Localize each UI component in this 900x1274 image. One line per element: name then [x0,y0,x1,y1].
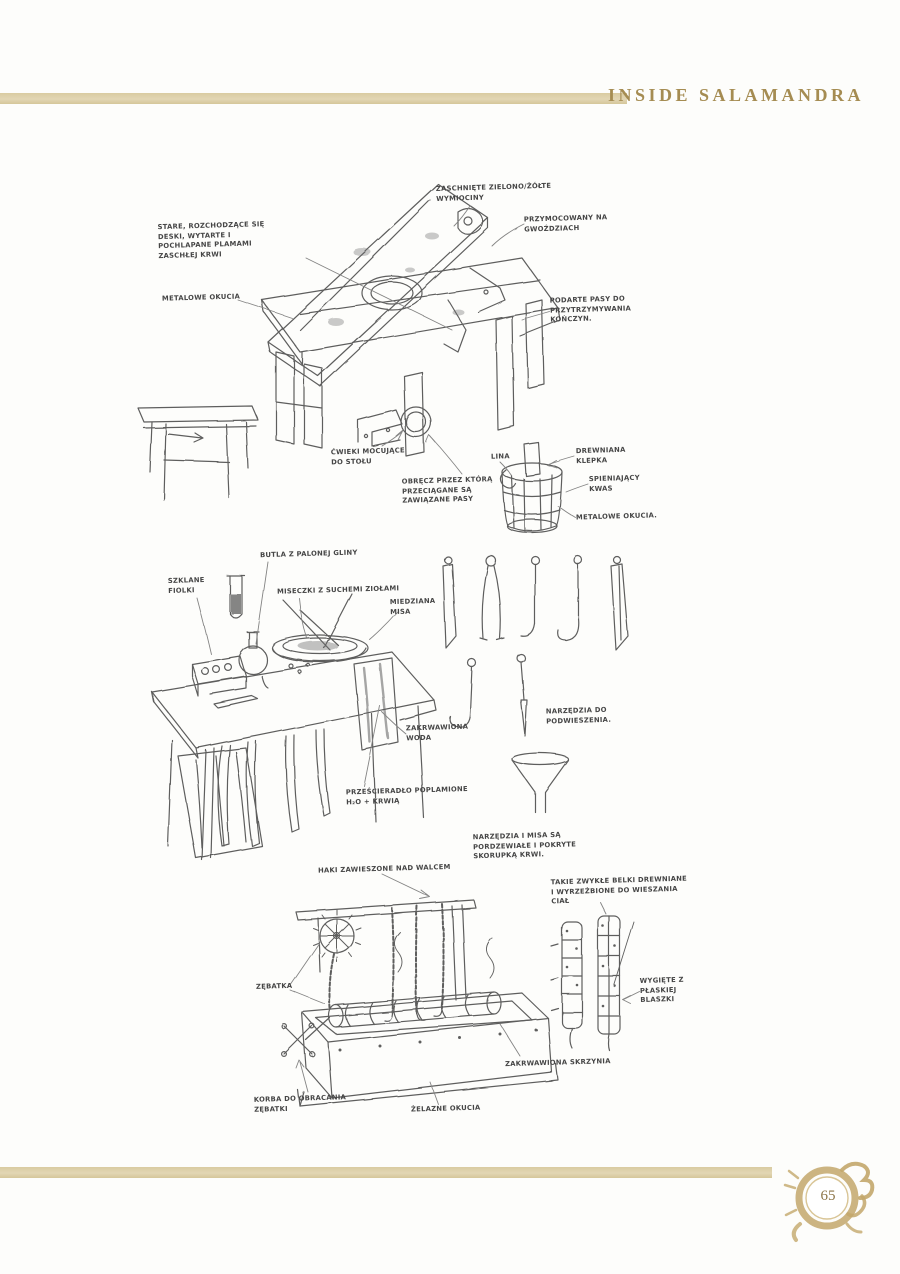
annotation-iron-fittings: ŻELAZNE OKUCIA [410,1103,481,1114]
annotation-gear: ZĘBATKA [255,981,293,991]
annotation-stained-sheet: PRZEŚCIERADŁO POPLAMIONE H₂O + KRWIĄ [345,784,468,806]
annotation-rusty-tools: NARZĘDZIA I MISA SĄ PORDZEWIAŁE I POKRYTE SKORUPKĄ KRWI. [472,830,577,861]
annotation-herb-bowls: MISECZKI Z SUCHEMI ZIOŁAMI [276,584,400,596]
annotation-glass-vials: SZKLANE FIOLKI [167,575,205,595]
annotation-studs: ĆWIEKI MOCUJĄCE DO STOŁU [330,446,405,466]
page-number: 65 [820,1188,836,1204]
annotation-dried-stains: ZASCHNIĘTE ZIELONO/ŻÓŁTE WYMIOCINY [435,181,552,203]
annotation-bloody-water: ZAKRWAWIONA WODA [405,722,469,742]
annotation-clay-bottle: BUTLA Z PALONEJ GLINY [259,548,358,560]
annotation-beams: TAKIE ZWYKŁE BELKI DREWNIANE I WYRZEŹBIONE DO WIESZANIA CIAŁ [550,874,688,906]
annotation-hoop: OBRĘCZ PRZEZ KTÓRĄ PRZECIĄGANE SĄ ZAWIĄZANE PASY [401,475,493,505]
annotation-metal-fittings: METALOWE OKUCIA [161,292,241,303]
page-title: INSIDE SALAMANDRA [607,85,864,105]
annotation-flat-metal: WYGIĘTE Z PŁASKIEJ BLASZKI [639,975,684,1005]
annotation-wooden-stave: DREWNIANA KLEPKA [575,445,626,465]
annotation-bucket-fittings: METALOWE OKUCIA. [575,511,658,522]
annotation-acid: SPIENIAJĄCY KWAS [588,473,640,493]
annotation-torn-straps: PODARTE PASY DO PRZYTRZYMYWANIA KOŃCZYN. [549,294,632,324]
annotation-old-boards: STARE, ROZCHODZĄCE SIĘ DESKI, WYTARTE I POCHLAPANE PLAMAMI ZASCHŁEJ KRWI [157,220,265,260]
annotation-bloody-chest: ZAKRWAWIONA SKRZYNIA [504,1057,611,1069]
annotation-copper-bowl: MIEDZIANA MISA [389,596,436,616]
annotation-mounted: PRZYMOCOWANY NA GWOŹDZIACH [523,213,608,234]
annotation-hanging-tools: NARZĘDZIA DO PODWIESZENIA. [545,705,612,726]
annotation-hooks-over-roller: HAKI ZAWIESZONE NAD WALCEM [317,862,451,875]
annotation-crank: KORBA DO OBRACANIA ZĘBATKI [253,1093,347,1114]
trough-sketch-drawing [282,874,640,1106]
annotation-rope: LINA [490,452,510,461]
